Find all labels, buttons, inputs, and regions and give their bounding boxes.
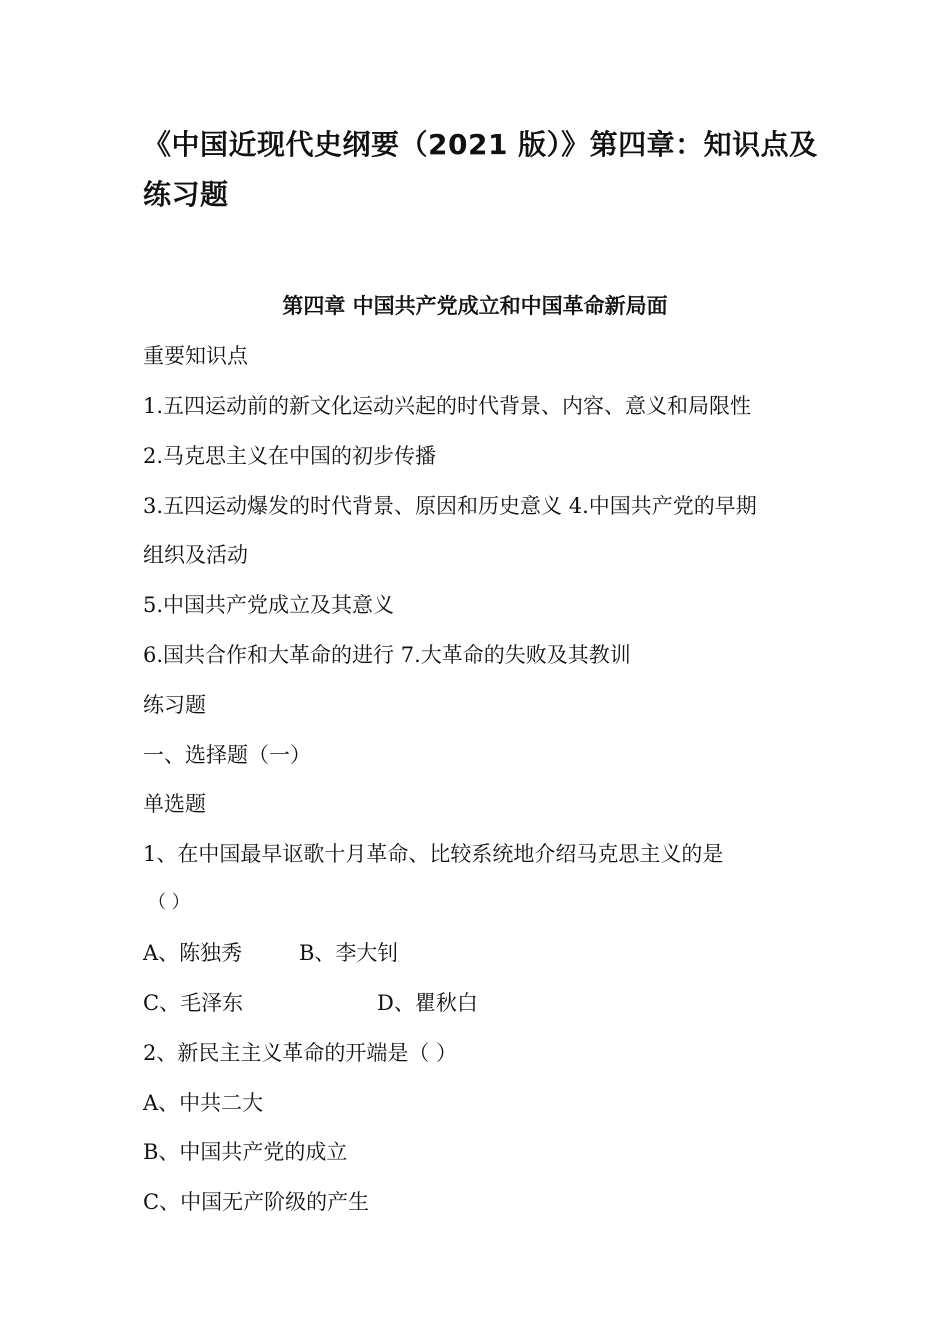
- document-title: 《中国近现代史纲要（2021 版）》第四章：知识点及练习题: [143, 128, 818, 211]
- key-point-item: 1.五四运动前的新文化运动兴起的时代背景、内容、意义和局限性: [143, 394, 752, 418]
- key-points-heading: 重要知识点: [143, 344, 248, 368]
- option-b: B、中国共产党的成立: [143, 1140, 348, 1164]
- single-choice-label: 单选题: [143, 792, 206, 816]
- question-stem: 1、在中国最早讴歌十月革命、比较系统地介绍马克思主义的是: [143, 842, 724, 866]
- section-heading: 一、选择题（一）: [143, 743, 311, 767]
- key-point-item: 2.马克思主义在中国的初步传播: [143, 444, 437, 468]
- option-a: A、中共二大: [143, 1091, 264, 1115]
- option-row: [143, 937, 823, 969]
- option-row: [143, 987, 823, 1019]
- option-a: A、陈独秀: [143, 941, 243, 965]
- option-d: D、瞿秋白: [377, 991, 478, 1015]
- key-point-item: 3.五四运动爆发的时代背景、原因和历史意义 4.中国共产党的早期: [143, 494, 757, 518]
- chapter-heading: 第四章 中国共产党成立和中国革命新局面: [282, 294, 668, 318]
- option-c: C、毛泽东: [143, 991, 244, 1015]
- question-stem: 2、新民主主义革命的开端是（ ）: [143, 1041, 458, 1065]
- option-c: C、中国无产阶级的产生: [143, 1190, 370, 1214]
- exercises-heading: 练习题: [143, 693, 206, 717]
- key-point-item: 6.国共合作和大革命的进行 7.大革命的失败及其教训: [143, 643, 631, 667]
- key-point-item: 组织及活动: [143, 543, 248, 567]
- option-b: B、李大钊: [299, 941, 399, 965]
- key-point-item: 5.中国共产党成立及其意义: [143, 593, 395, 617]
- answer-blank: （ ）: [148, 892, 190, 913]
